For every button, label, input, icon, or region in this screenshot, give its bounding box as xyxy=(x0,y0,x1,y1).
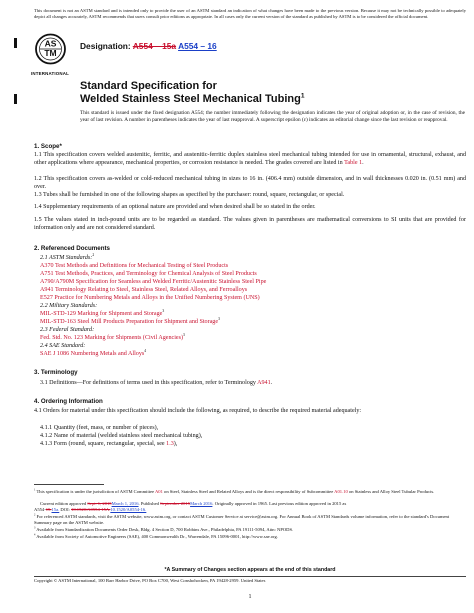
page-number: 1 xyxy=(248,594,252,600)
ordering-4-1-1: 4.1.1 Quantity (feet, mass, or number of pieces), xyxy=(40,425,159,431)
ref-e527: E527 Practice for Numbering Metals and Alloys in the Unified Numbering System (UNS) xyxy=(40,295,260,301)
title-line-1: Standard Specification for xyxy=(80,80,217,92)
ref-mil-std-163: MIL-STD-163 Steel Mill Products Preparation for Shipment and Storage$^3$ xyxy=(40,317,220,326)
section-heading-ordering-information: 4. Ordering Information xyxy=(34,398,103,405)
ref-a751: A751 Test Methods, Practices, and Terminology for Chemical Analysis of Steel Products xyxy=(40,271,257,277)
scope-1-1: 1.1 This specification covers welded austenitic, ferritic, and austenitic-ferritic duplex stainless steel mechanical tubing intended for use in ornamental, structural, exhaust, and other applications where appearance, mechanical properties, or corrosion resistance is needed. The grades covered are listed in Table 1. xyxy=(34,152,466,166)
sae-standard-label: 2.4 SAE Standard: xyxy=(40,343,86,349)
scope-1-4: 1.4 Supplementary requirements of an optional nature are provided and when desired shall be so stated in the order. xyxy=(34,204,316,210)
ordering-4-1-3: 4.1.3 Form (round, square, rectangular, special, see 1.3), xyxy=(40,441,178,447)
change-bar xyxy=(14,94,17,104)
footnote-3: $^3$ Available from Standardization Documents Order Desk, Bldg. 4 Section D, 700 Robbins Ave., Philadelphia, PA 19111-5094, Attn: NPODS. xyxy=(34,526,294,532)
designation-inserted: A554 – 16 xyxy=(178,41,217,51)
issuance-statement: This standard is issued under the fixed designation A554; the number immediately following the designation indicates the year of original adoption or, in the case of revision, the year of last revision. A number in parentheses indicates the year of last reapproval. A superscript epsilon (ε) indicates an editorial change since the last revision or reapproval. xyxy=(80,110,465,123)
footnote-4: $^4$ Available from Society of Automotive Engineers (SAE), 400 Commonwealth Dr., Warrendale, PA 15096-0001, http://www.sae.org. xyxy=(34,533,278,539)
scope-1-3: 1.3 Tubes shall be furnished in one of the following shapes as specified by the purchaser: round, square, rectangular, or special. xyxy=(34,192,345,198)
logo-wordmark: INTERNATIONAL xyxy=(30,71,70,76)
section-heading-scope: 1. Scope* xyxy=(34,143,62,150)
terminology-3-1: 3.1 Definitions—For definitions of terms used in this specification, refer to Terminology A941. xyxy=(40,380,273,386)
federal-standard-label: 2.3 Federal Standard: xyxy=(40,327,95,333)
designation-deleted: A554 – 15a xyxy=(132,41,177,51)
scope-1-5: 1.5 The values stated in inch-pound units are to be regarded as standard. The values given in parentheses are mathematical conversions to SI units that are provided for information only and are not considered standard. xyxy=(34,217,466,231)
summary-of-changes-note: *A Summary of Changes section appears at the end of this standard xyxy=(164,567,336,573)
section-heading-referenced-documents: 2. Referenced Documents xyxy=(34,245,110,252)
footnote-1-doi: A554-15.15a. DOI: 10.1520/A0554-15A.10.1520/A0554-16. xyxy=(34,507,147,512)
footnote-divider xyxy=(34,484,104,485)
ordering-4-1: 4.1 Orders for material under this specification should include the following, as required, to describe the required material adequately: xyxy=(34,408,362,414)
table-1-link[interactable]: Table 1 xyxy=(344,159,363,166)
change-bar xyxy=(14,38,17,48)
copyright-line: Copyright © ASTM International, 100 Barr Harbor Drive, PO Box C700, West Conshohocken, PA 19428-2959. United States xyxy=(34,578,266,583)
astm-standards-label: 2.1 ASTM Standards:$^2$ xyxy=(40,253,95,262)
title-footnote-mark: 1 xyxy=(300,92,305,100)
ref-mil-std-129: MIL-STD-129 Marking for Shipment and Storage$^3$ xyxy=(40,309,165,318)
ref-fed-std-123: Fed. Std. No. 123 Marking for Shipments (Civil Agencies)$^3$ xyxy=(40,333,185,342)
ref-a941: A941 Terminology Relating to Steel, Stainless Steel, Related Alloys, and Ferroalloys xyxy=(40,287,248,293)
footnote-1: $^1$ This specification is under the jurisdiction of ASTM Committee A01 on Steel, Stainless Steel and Related Alloys and is the direct responsibility of Subcommittee A01.10 on Stainless and Alloy Steel Tubular Products. xyxy=(34,488,435,494)
document-title xyxy=(80,80,305,106)
designation xyxy=(80,41,217,51)
ref-a790: A790/A790M Specification for Seamless and Welded Ferritic/Austenitic Stainless Steel Pipe xyxy=(40,279,267,285)
astm-logo-icon xyxy=(34,33,67,72)
footnote-1-approval: Current edition approved Sept. 1, 2015March 1, 2016. Published September 2015March 2016. Originally approved in 1965. Last previous edition approved in 2015 as xyxy=(40,501,347,506)
edition-notice: This document is not an ASTM standard and is intended only to provide the user of an ASTM standard an indication of what changes have been made to the previous version. Because it may not be technically possible to adequately depict all changes accurately, ASTM recommends that users consult prior editions as appropriate. In all cases only the current version of the standard as published by ASTM is to be considered the official document. xyxy=(34,8,466,19)
ordering-4-1-2: 4.1.2 Name of material (welded stainless steel mechanical tubing), xyxy=(40,433,203,439)
svg-text:TM: TM xyxy=(44,48,57,58)
designation-label: Designation: xyxy=(80,41,131,51)
ref-sae-j1086: SAE J 1086 Numbering Metals and Alloys$^4$ xyxy=(40,349,147,358)
title-line-2: Welded Stainless Steel Mechanical Tubing xyxy=(80,93,301,105)
footnote-2: $^2$ For referenced ASTM standards, visit the ASTM website, www.astm.org, or contact ASTM Customer Service at service@astm.org. For Annual Book of ASTM Standards volume information, refer to the standard's Document Summary page on the ASTM website. xyxy=(34,513,450,525)
military-standards-label: 2.2 Military Standards: xyxy=(40,303,98,309)
section-heading-terminology: 3. Terminology xyxy=(34,369,78,376)
svg-text:AS: AS xyxy=(44,38,57,49)
a941-link[interactable]: A941 xyxy=(257,380,271,386)
scope-1-2: 1.2 This specification covers as-welded or cold-reduced mechanical tubing in sizes to 16 in. (406.4 mm) outside dimension, and in wall thicknesses 0.020 in. (0.51 mm) and over. xyxy=(34,176,466,190)
section-1-3-link[interactable]: 1.3 xyxy=(166,441,174,447)
ref-a370: A370 Test Methods and Definitions for Mechanical Testing of Steel Products xyxy=(40,263,229,269)
copyright-divider xyxy=(34,576,466,577)
